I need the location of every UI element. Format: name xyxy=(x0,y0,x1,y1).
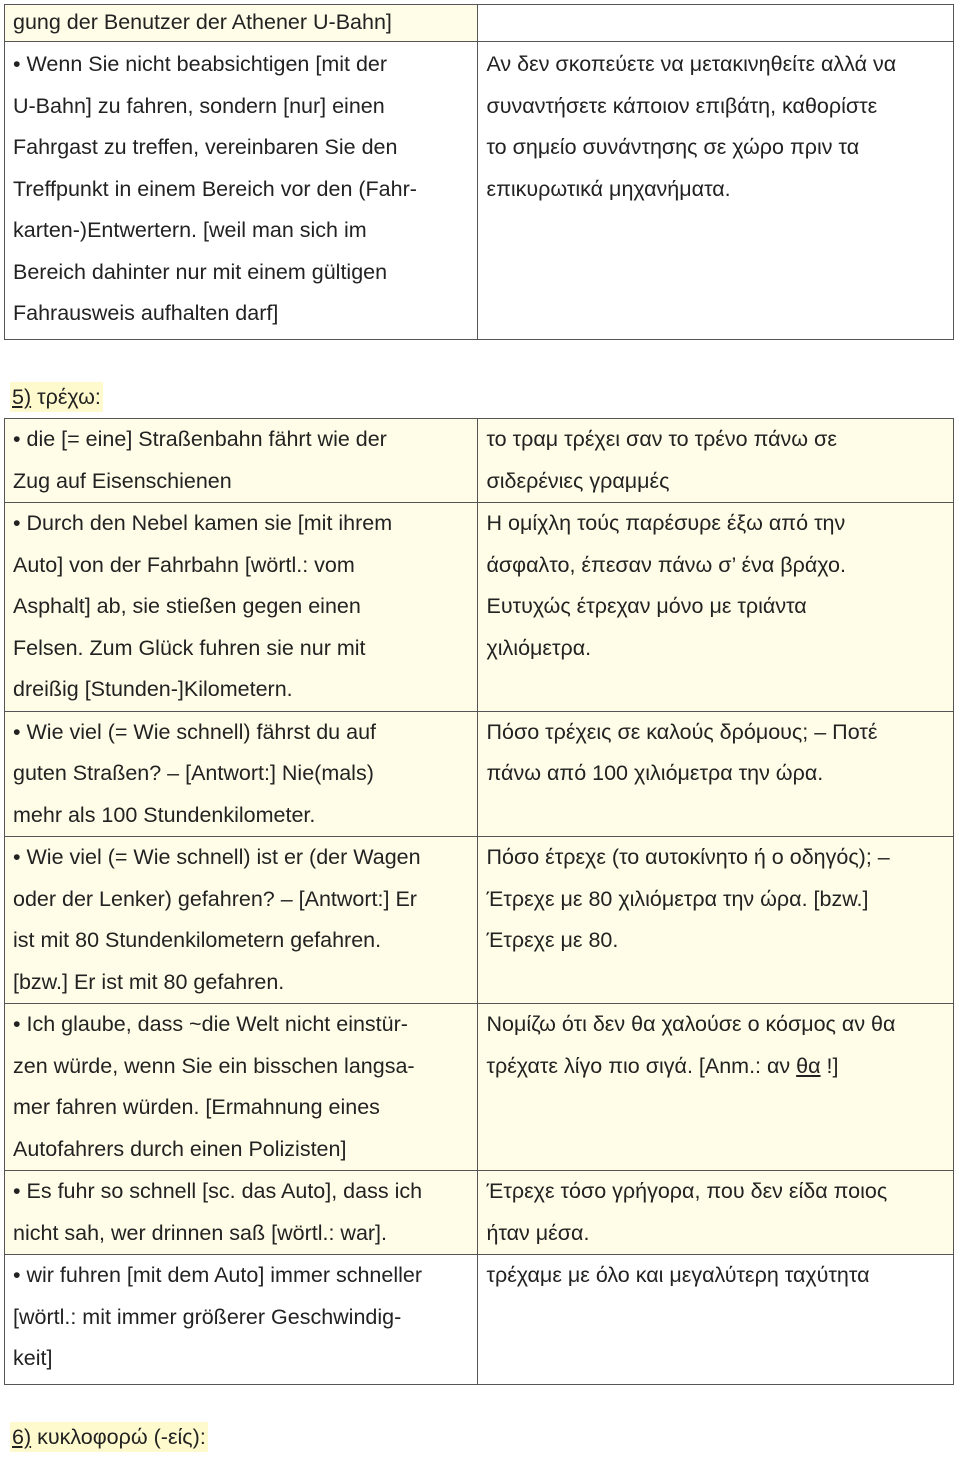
text-line: το τραμ τρέχει σαν το τρένο πάνω σε xyxy=(486,427,837,451)
section-6-heading xyxy=(10,1422,208,1452)
underlined-word: θα xyxy=(796,1053,821,1078)
text-line: Πόσο τρέχεις σε καλούς δρόμους; – Ποτέ xyxy=(486,719,878,744)
text-line: • die [= eine] Straßenbahn fährt wie der xyxy=(13,427,387,451)
text-fragment: !] xyxy=(820,1053,839,1078)
text-line: Zug auf Eisenschienen xyxy=(13,468,232,493)
text-line: • Wie viel (= Wie schnell) ist er (der Wagen xyxy=(13,845,421,869)
text-line: Treffpunkt in einem Bereich vor den (Fahr- xyxy=(13,176,417,201)
text-line: • Wie viel (= Wie schnell) fährst du auf xyxy=(13,719,377,744)
text-line: πάνω από 100 χιλιόμετρα την ώρα. xyxy=(486,761,824,785)
german-cell xyxy=(5,1004,478,1171)
german-cell xyxy=(5,419,478,503)
table-row xyxy=(5,503,954,712)
text-line: Έτρεχε με 80. xyxy=(486,928,619,952)
text-line: gung der Benutzer der Athener U-Bahn] xyxy=(13,10,392,34)
german-cell xyxy=(5,5,478,42)
text-line: Fahrausweis aufhalten darf] xyxy=(13,301,279,325)
greek-cell xyxy=(478,503,954,712)
text-line: mehr als 100 Stundenkilometer. xyxy=(13,802,316,827)
section-word: κυκλοφορώ (-είς): xyxy=(31,1425,206,1449)
greek-cell xyxy=(478,837,954,1004)
german-cell xyxy=(5,503,478,712)
greek-cell xyxy=(478,1171,954,1255)
section-word: τρέχω: xyxy=(31,385,101,409)
main-vocab-table xyxy=(4,418,954,1385)
text-line: karten-)Entwertern. [weil man sich im xyxy=(13,218,367,242)
text-line: Fahrgast zu treffen, vereinbaren Sie den xyxy=(13,135,398,159)
text-line: Ευτυχώς έτρεχαν μόνο με τριάντα xyxy=(486,594,807,618)
greek-cell xyxy=(478,1255,954,1385)
greek-cell xyxy=(478,711,954,837)
text-fragment: τρέχατε λίγο πιο σιγά. [Anm.: αν xyxy=(486,1053,797,1078)
text-line: ήταν μέσα. xyxy=(486,1220,590,1245)
text-line: nicht sah, wer drinnen saß [wörtl.: war]. xyxy=(13,1220,388,1245)
text-line: Auto] von der Fahrbahn [wörtl.: vom xyxy=(13,552,355,577)
text-line: • Wenn Sie nicht beabsichtigen [mit der xyxy=(13,52,388,76)
text-line: Asphalt] ab, sie stießen gegen einen xyxy=(13,594,361,618)
text-line: keit] xyxy=(13,1346,53,1370)
table-row xyxy=(5,1255,954,1385)
text-line: [bzw.] Er ist mit 80 gefahren. xyxy=(13,969,285,994)
german-cell xyxy=(5,837,478,1004)
text-line: • Ich glaube, dass ~die Welt nicht einstür- xyxy=(13,1012,408,1036)
text-line: επικυρωτικά μηχανήματα. xyxy=(486,176,731,201)
greek-cell xyxy=(478,1004,954,1171)
text-line: Έτρεχε με 80 χιλιόμετρα την ώρα. [bzw.] xyxy=(486,886,869,911)
text-line: σιδερένιες γραμμές xyxy=(486,468,670,493)
text-line: Έτρεχε τόσο γρήγορα, που δεν είδα ποιος xyxy=(486,1179,888,1203)
table-row xyxy=(5,5,954,42)
text-line: το σημείο συνάντησης σε χώρο πριν τα xyxy=(486,135,860,159)
text-line: dreißig [Stunden-]Kilometern. xyxy=(13,677,293,701)
text-line: τρέχαμε με όλο και μεγαλύτερη ταχύτητα xyxy=(486,1263,870,1287)
text-line: συναντήσετε κάποιον επιβάτη, καθορίστε xyxy=(486,93,878,118)
text-line: guten Straßen? – [Antwort:] Nie(mals) xyxy=(13,761,374,785)
text-line: oder der Lenker) gefahren? – [Antwort:] Er xyxy=(13,886,417,911)
text-line: Felsen. Zum Glück fuhren sie nur mit xyxy=(13,635,366,660)
text-line: Autofahrers durch einen Polizisten] xyxy=(13,1136,347,1161)
text-line: άσφαλτο, έπεσαν πάνω σ’ ένα βράχο. xyxy=(486,552,846,577)
table-row xyxy=(5,1171,954,1255)
text-line: • Es fuhr so schnell [sc. das Auto], dass ich xyxy=(13,1179,423,1203)
greek-cell xyxy=(478,419,954,503)
text-line: Bereich dahinter nur mit einem gültigen xyxy=(13,259,388,284)
table-row xyxy=(5,42,954,340)
text-line: • wir fuhren [mit dem Auto] immer schneller xyxy=(13,1263,422,1287)
text-line xyxy=(486,1046,945,1088)
section-5-heading xyxy=(10,382,103,412)
text-line: χιλιόμετρα. xyxy=(486,635,592,660)
greek-cell xyxy=(478,5,954,42)
german-cell xyxy=(5,42,478,340)
text-line: mer fahren würden. [Ermahnung eines xyxy=(13,1095,380,1119)
german-cell xyxy=(5,1171,478,1255)
table-row xyxy=(5,711,954,837)
text-line: • Durch den Nebel kamen sie [mit ihrem xyxy=(13,511,393,535)
text-line: Νομίζω ότι δεν θα χαλούσε ο κόσμος αν θα xyxy=(486,1012,896,1036)
text-line: Αν δεν σκοπεύετε να μετακινηθείτε αλλά να xyxy=(486,52,897,76)
table-row xyxy=(5,837,954,1004)
german-cell xyxy=(5,711,478,837)
text-line: [wörtl.: mit immer größerer Geschwindig- xyxy=(13,1304,402,1329)
table-row xyxy=(5,419,954,503)
text-line: Η ομίχλη τούς παρέσυρε έξω από την xyxy=(486,511,846,535)
section-number: 6) xyxy=(12,1425,32,1449)
section-number: 5) xyxy=(12,385,32,409)
text-line: ist mit 80 Stundenkilometern gefahren. xyxy=(13,928,382,952)
text-line: zen würde, wenn Sie ein bisschen langsa- xyxy=(13,1053,415,1078)
german-cell xyxy=(5,1255,478,1385)
top-vocab-table xyxy=(4,4,954,340)
text-line: Πόσο έτρεχε (το αυτοκίνητο ή ο οδηγός); – xyxy=(486,845,890,869)
text-line: U-Bahn] zu fahren, sondern [nur] einen xyxy=(13,93,385,118)
table-row xyxy=(5,1004,954,1171)
greek-cell xyxy=(478,42,954,340)
